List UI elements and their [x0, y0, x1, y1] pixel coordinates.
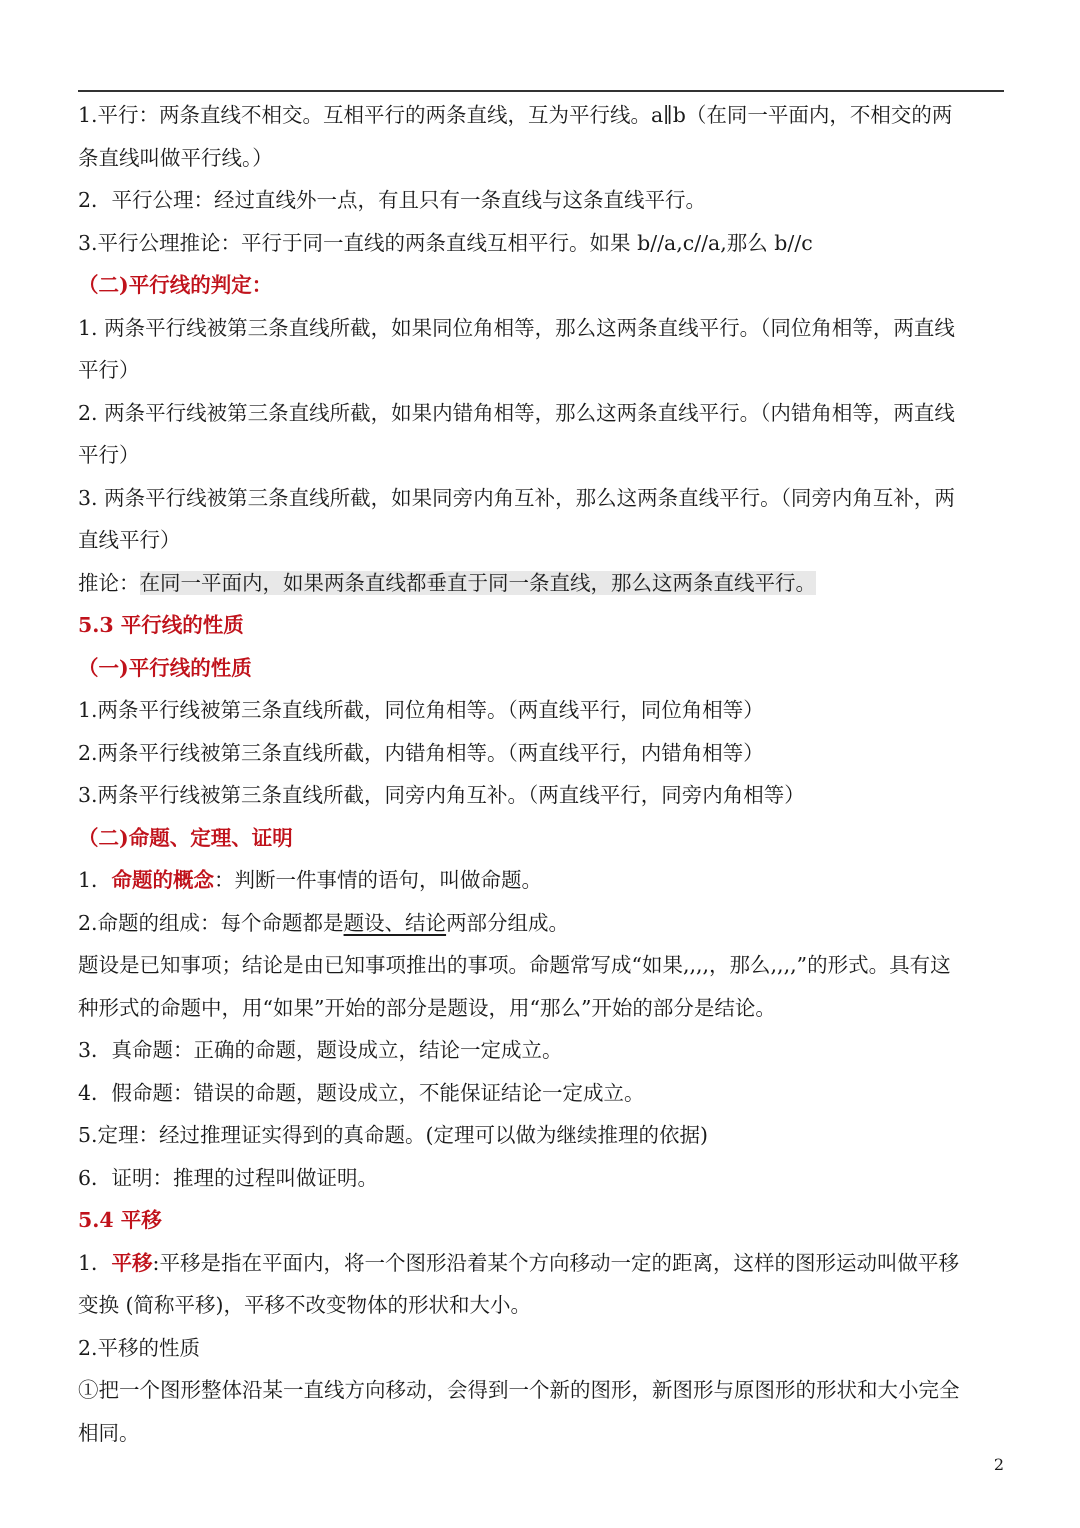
line-suffix: 两部分组成。: [446, 910, 570, 935]
chapter-heading: 5.4 平移: [78, 1208, 162, 1232]
text-line: 2. 两条平行线被第三条直线所截，如果内错角相等，那么这两条直线平行。（内错角相等，两直线: [78, 400, 955, 425]
term-label: 命题的概念: [111, 868, 215, 892]
text-line: ①把一个图形整体沿某一直线方向移动，会得到一个新的图形，新图形与原图形的形状和大小完全: [78, 1378, 960, 1402]
page-number: 2: [993, 1455, 1004, 1474]
text-line: 直线平行）: [78, 528, 181, 552]
item-number: 1．: [78, 868, 112, 892]
text-line: 5.定理：经过推理证实得到的真命题。(定理可以做为继续推理的依据): [78, 1123, 709, 1147]
text-line: 2．平行公理：经过直线外一点，有且只有一条直线与这条直线平行。: [78, 188, 707, 212]
definition-text: :平移是指在平面内，将一个图形沿着某个方向移动一定的距离，这样的图形运动叫做平移: [152, 1250, 959, 1275]
item-number: 1．: [78, 1250, 112, 1275]
text-line: 1. 两条平行线被第三条直线所截，如果同位角相等，那么这两条直线平行。（同位角相等，两直线: [78, 315, 955, 340]
text-line: 2.两条平行线被第三条直线所截，内错角相等。（两直线平行，内错角相等）: [78, 740, 764, 765]
definition-line: [78, 1242, 1004, 1285]
text-line: 3.两条平行线被第三条直线所截，同旁内角互补。（两直线平行，同旁内角相等）: [78, 783, 805, 807]
definition-line: [78, 902, 1004, 945]
text-line: 3.平行公理推论：平行于同一直线的两条直线互相平行。如果 b//a,c//a,那么 b//c: [78, 230, 813, 255]
text-line: 3. 两条平行线被第三条直线所截，如果同旁内角互补，那么这两条直线平行。（同旁内角互补，两: [78, 485, 955, 510]
text-line: 6．证明：推理的过程叫做证明。: [78, 1165, 379, 1190]
definition-line: [78, 859, 1004, 902]
chapter-heading: 5.3 平行线的性质: [78, 613, 244, 637]
text-line: 种形式的命题中，用“如果”开始的部分是题设，用“那么”开始的部分是结论。: [78, 995, 776, 1020]
text-line: 相同。: [78, 1420, 140, 1445]
text-line: 4．假命题：错误的命题，题设成立，不能保证结论一定成立。: [78, 1080, 645, 1105]
text-line: 1.平行：两条直线不相交。互相平行的两条直线，互为平行线。a∥b（在同一平面内，不相交的两: [78, 103, 953, 127]
corollary-line: [78, 562, 1004, 605]
text-line: 题设是已知事项；结论是由已知事项推出的事项。命题常写成“如果,,,,，那么,,,,”的形式。具有这: [78, 953, 951, 977]
underlined-text: 题设、结论: [343, 910, 447, 935]
text-line: 1.两条平行线被第三条直线所截，同位角相等。（两直线平行，同位角相等）: [78, 698, 764, 722]
section-heading: （一)平行线的性质: [78, 655, 252, 680]
page-content: [78, 94, 1004, 1454]
text-line: 条直线叫做平行线。）: [78, 145, 273, 170]
corollary-label: 推论：: [78, 570, 140, 595]
text-line: 2.平移的性质: [78, 1335, 201, 1360]
text-line: 平行）: [78, 358, 140, 382]
section-heading: （二)平行线的判定：: [78, 273, 273, 297]
text-line: 变换 (简称平移)，平移不改变物体的形状和大小。: [78, 1293, 532, 1317]
term-label: 平移: [111, 1250, 153, 1275]
highlighted-text: 在同一平面内，如果两条直线都垂直于同一条直线，那么这两条直线平行。: [139, 570, 816, 595]
header-rule: [78, 90, 1004, 92]
text-line: 3．真命题：正确的命题，题设成立，结论一定成立。: [78, 1038, 563, 1062]
line-prefix: 2.命题的组成：每个命题都是: [78, 910, 344, 935]
text-line: 平行）: [78, 443, 140, 467]
section-heading: （二)命题、定理、证明: [78, 825, 293, 850]
definition-text: ：判断一件事情的语句，叫做命题。: [214, 868, 543, 892]
